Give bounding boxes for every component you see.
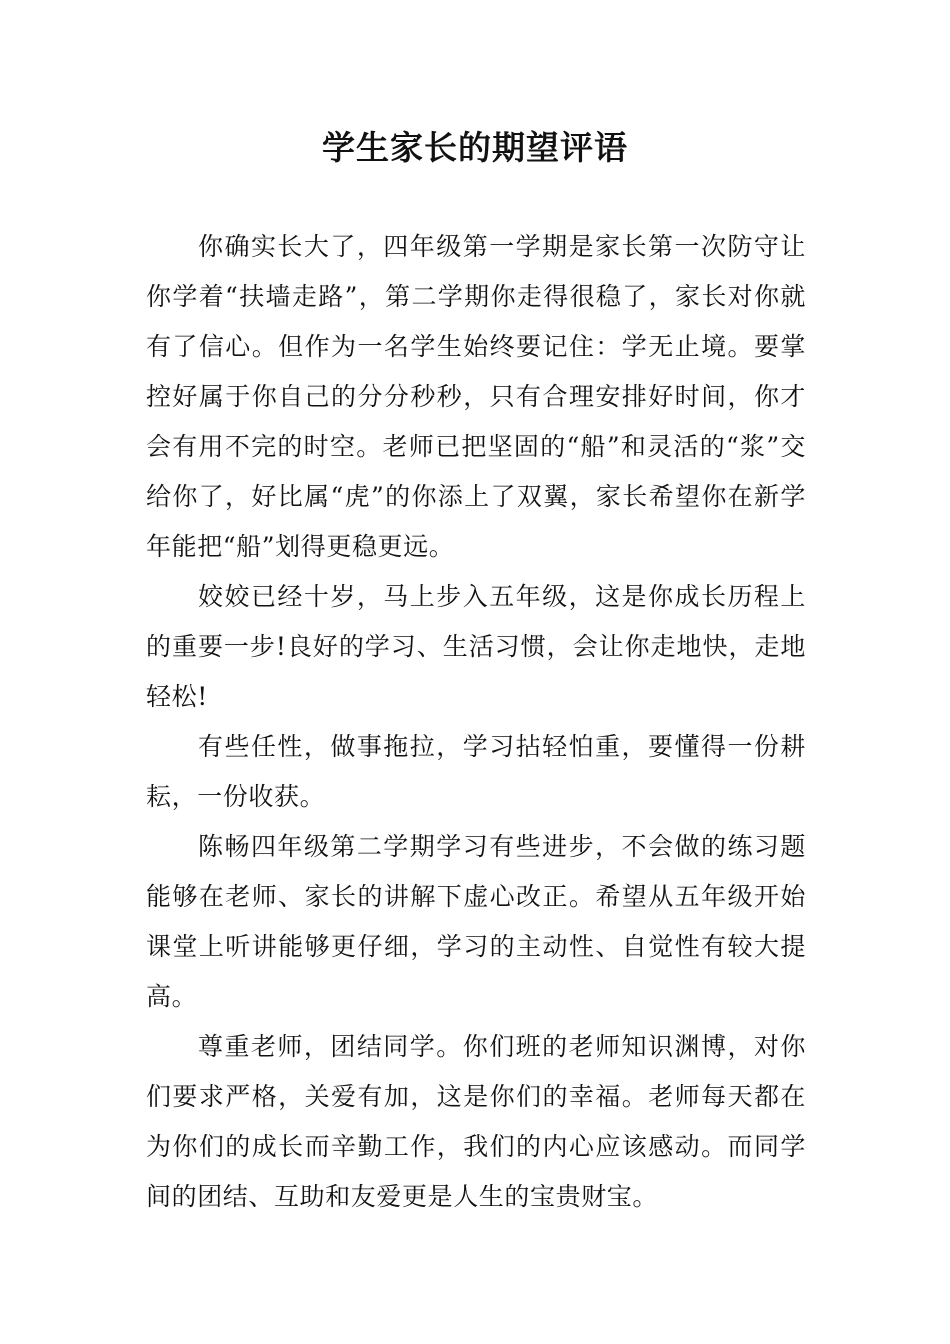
document-body (146, 222, 806, 1222)
document-title: 学生家长的期望评语 (322, 128, 628, 167)
paragraph: 有些任性，做事拖拉，学习拈轻怕重，要懂得一份耕耘，一份收获。 (146, 732, 806, 811)
paragraph: 尊重老师，团结同学。你们班的老师知识渊博，对你们要求严格，关爱有加，这是你们的幸福。老师每天都在为你们的成长而辛勤工作，我们的内心应该感动。而同学间的团结、互助和友爱更是人生的宝贵财宝。 (146, 1032, 806, 1211)
paragraph: 你确实长大了，四年级第一学期是家长第一次防守让你学着“扶墙走路”，第二学期你走得很稳了，家长对你就有了信心。但作为一名学生始终要记住：学无止境。要掌控好属于你自己的分分秒秒，只有合理安排好时间，你才会有用不完的时空。老师已把坚固的“船”和灵活的“浆”交给你了，好比属“虎”的你添上了双翼，家长希望你在新学年能把“船”划得更稳更远。 (146, 232, 806, 561)
paragraph: 姣姣已经十岁，马上步入五年级，这是你成长历程上的重要一步!良好的学习、生活习惯，会让你走地快，走地轻松! (146, 582, 806, 711)
paragraph: 陈畅四年级第二学期学习有些进步，不会做的练习题能够在老师、家长的讲解下虚心改正。希望从五年级开始课堂上听讲能够更仔细，学习的主动性、自觉性有较大提高。 (146, 832, 806, 1011)
